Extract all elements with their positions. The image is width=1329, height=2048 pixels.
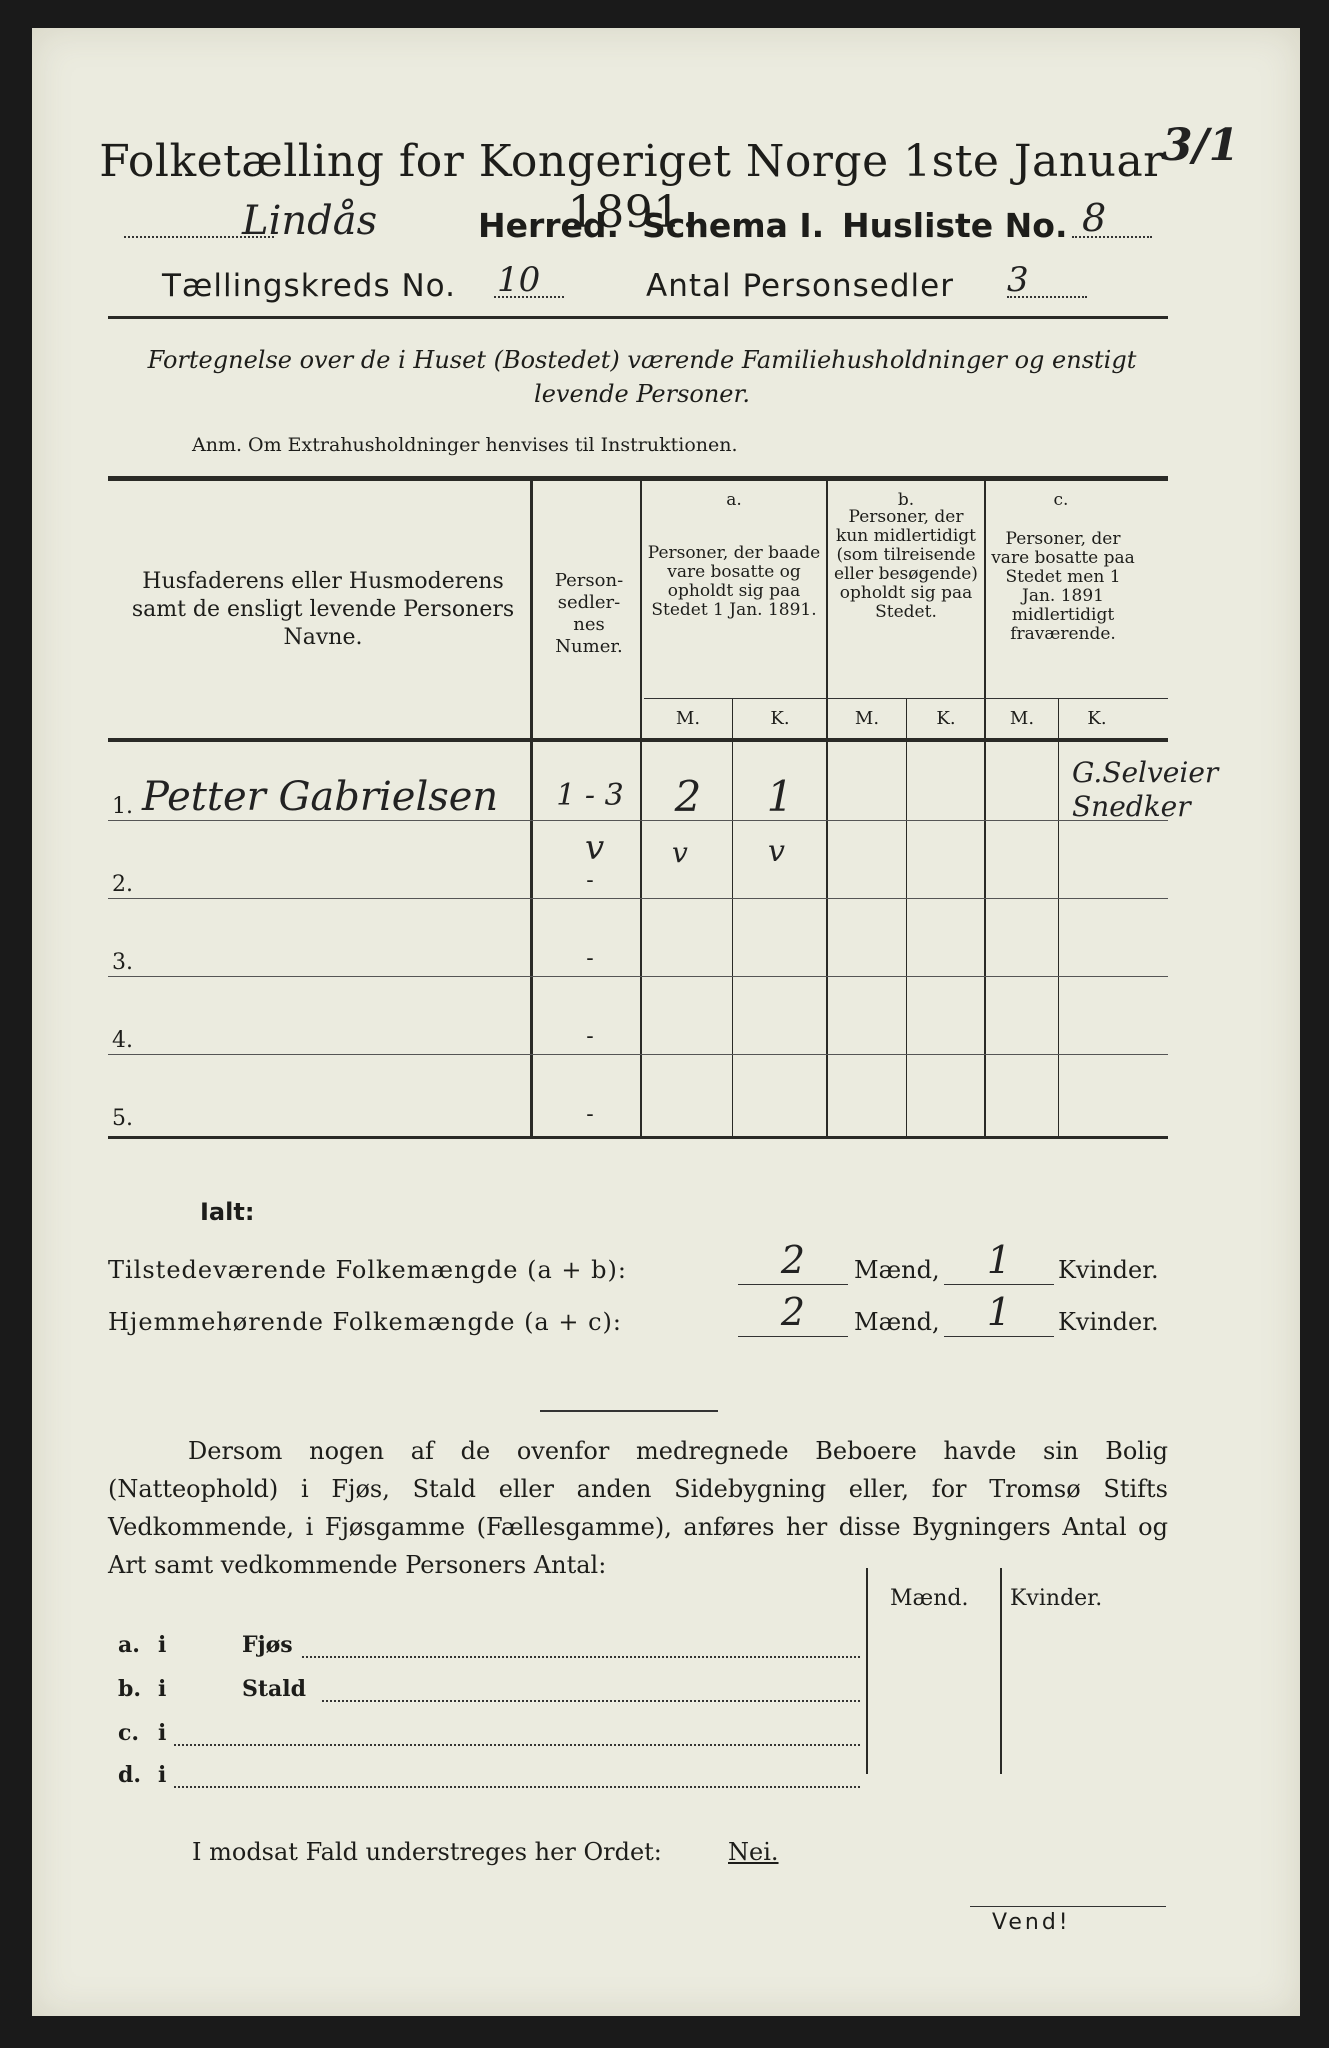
row-line-3 xyxy=(108,976,1168,977)
row-line-1 xyxy=(108,820,1168,821)
a-k-label: K. xyxy=(770,708,790,729)
b-m-label: M. xyxy=(854,708,880,729)
modsat-text: I modsat Fald understreges her Ordet: xyxy=(192,1838,662,1866)
buildings-maend-header: Mænd. xyxy=(890,1586,969,1611)
col-c-letter: c. xyxy=(1053,490,1069,510)
vline-numer xyxy=(640,480,642,1138)
tick-mark-numer: v xyxy=(585,828,605,868)
totals-line1-kvinder-word: Kvinder. xyxy=(1058,1256,1159,1284)
col-numer-header: Person-sedler-nes Numer. xyxy=(554,570,624,657)
husliste-label: Husliste No. xyxy=(842,206,1068,245)
row1-note: G.Selveier Snedker xyxy=(1072,756,1219,823)
line1-kvinder-underline xyxy=(944,1284,1054,1285)
antal-label: Antal Personsedler xyxy=(646,268,954,304)
antal-value: 3 xyxy=(1007,260,1029,300)
line2-maend-underline xyxy=(738,1336,848,1337)
intro-line2: levende Personer. xyxy=(534,380,750,408)
row1-a-k: 1 xyxy=(766,772,794,821)
form-title: Folketælling for Kongeriget Norge 1ste Januar 1891. xyxy=(99,136,1165,238)
line2-kvinder-underline xyxy=(944,1336,1054,1337)
kreds-dots xyxy=(494,296,564,298)
row5-num: 5. xyxy=(112,1106,133,1131)
vend-rule xyxy=(970,1906,1166,1907)
row2-num: 2. xyxy=(112,872,133,897)
vline-a xyxy=(826,480,828,1138)
totals-line1-maend-word: Mænd, xyxy=(854,1256,940,1284)
antal-dots xyxy=(1007,296,1087,298)
bld-b-letter: b. xyxy=(118,1676,142,1702)
bld-d-dots xyxy=(174,1786,860,1788)
bld-c-prefix: i xyxy=(158,1720,167,1746)
row3-numer: - xyxy=(586,946,594,971)
row-line-2 xyxy=(108,898,1168,899)
intro-line1: Fortegnelse over de i Huset (Bostedet) værende Familiehusholdninger og enstigt xyxy=(147,346,1137,374)
col-b-letter: b. xyxy=(897,490,915,510)
row4-num: 4. xyxy=(112,1028,133,1053)
totals-line1-maend: 2 xyxy=(780,1238,806,1282)
row1-a-m: 2 xyxy=(674,772,702,821)
corner-note: 3/1 xyxy=(1162,120,1240,171)
kreds-label: Tællingskreds No. xyxy=(162,268,456,304)
bld-a-dots xyxy=(302,1656,860,1658)
ialt-label: Ialt: xyxy=(200,1198,255,1226)
row1-num: 1. xyxy=(112,794,133,819)
bld-a-letter: a. xyxy=(118,1632,140,1658)
schema-label: Schema I. xyxy=(642,206,825,245)
vline-names xyxy=(530,480,533,1138)
a-m-label: M. xyxy=(675,708,701,729)
bld-b-label: Stald xyxy=(242,1676,307,1702)
row2-numer: - xyxy=(586,868,594,893)
col-names-header: Husfaderens eller Husmoderens samt de ensligt levende Personers Navne. xyxy=(131,569,515,650)
header-rule xyxy=(108,316,1168,319)
c-m-label: M. xyxy=(1009,708,1035,729)
husliste-dots xyxy=(1072,236,1152,238)
col-a-letter: a. xyxy=(726,490,742,510)
c-k-label: K. xyxy=(1087,708,1107,729)
section-divider xyxy=(540,1410,718,1412)
nei-word: Nei. xyxy=(728,1838,779,1866)
line1-maend-underline xyxy=(738,1284,848,1285)
col-c-text: Personer, der vare bosatte paa Stedet men 1 Jan. 1891 midlertidigt fraværende. xyxy=(991,529,1135,644)
table-bottom-rule xyxy=(108,1136,1168,1139)
buildings-vline-1 xyxy=(866,1568,868,1774)
row5-numer: - xyxy=(586,1102,594,1127)
totals-line2-maend-word: Mænd, xyxy=(854,1308,940,1336)
herred-label: Herred. xyxy=(478,206,620,245)
vend-text: Vend! xyxy=(992,1910,1071,1935)
herred-value: Lindås xyxy=(242,198,378,244)
row1-numer: 1 - 3 xyxy=(556,778,624,813)
bld-b-prefix: i xyxy=(158,1676,167,1702)
anm-note: Anm. Om Extrahusholdninger henvises til Instruktionen. xyxy=(192,434,738,456)
kreds-value: 10 xyxy=(497,260,541,300)
row1-name: Petter Gabrielsen xyxy=(142,774,499,820)
vline-b xyxy=(984,480,986,1138)
col-a-text: Personer, der baade vare bosatte og opholdt sig paa Stedet 1 Jan. 1891. xyxy=(647,543,821,620)
bld-d-letter: d. xyxy=(118,1762,142,1788)
bld-d-prefix: i xyxy=(158,1762,167,1788)
bld-b-dots xyxy=(322,1700,860,1702)
totals-line1-label: Tilstedeværende Folkemængde (a + b): xyxy=(108,1256,627,1284)
table-header-bottom-rule xyxy=(108,738,1168,742)
b-k-label: K. xyxy=(936,708,956,729)
vline-a-mk xyxy=(732,698,733,1138)
bld-c-dots xyxy=(174,1744,860,1746)
buildings-kvinder-header: Kvinder. xyxy=(1010,1586,1103,1611)
vline-c-mk xyxy=(1058,698,1059,1138)
totals-line2-label: Hjemmehørende Folkemængde (a + c): xyxy=(108,1308,622,1336)
bld-c-letter: c. xyxy=(118,1720,140,1746)
totals-line2-kvinder: 1 xyxy=(986,1290,1012,1334)
buildings-vline-2 xyxy=(1000,1568,1002,1774)
bld-a-prefix: i xyxy=(158,1632,167,1658)
husliste-value: 8 xyxy=(1082,196,1107,240)
totals-line1-kvinder: 1 xyxy=(986,1238,1012,1282)
bld-a-label: Fjøs xyxy=(242,1632,293,1658)
row3-num: 3. xyxy=(112,950,133,975)
row-line-4 xyxy=(108,1054,1168,1055)
buildings-paragraph: Dersom nogen af de ovenfor medregnede Beboere havde sin Bolig (Natteophold) i Fjøs, Stald eller anden Sidebygning eller, for Tromsø Stifts Vedkommende, i Fjøsgamme (Fællesgamme), anføres her disse Bygningers Antal og Art samt vedkommende Personers Antal: xyxy=(108,1437,1168,1579)
totals-line2-maend: 2 xyxy=(780,1290,806,1334)
totals-line2-kvinder-word: Kvinder. xyxy=(1058,1308,1159,1336)
row4-numer: - xyxy=(586,1024,594,1049)
tick-mark-a-m: v xyxy=(672,836,688,869)
col-b-text: Personer, der kun midlertidigt (som tilreisende eller besøgende) opholdt sig paa Stedet. xyxy=(834,507,978,622)
mk-rule xyxy=(644,698,1168,699)
vline-b-mk xyxy=(906,698,907,1138)
tick-mark-a-k: v xyxy=(768,834,785,869)
census-form-sheet xyxy=(32,28,1300,2016)
table-top-rule xyxy=(108,476,1168,481)
